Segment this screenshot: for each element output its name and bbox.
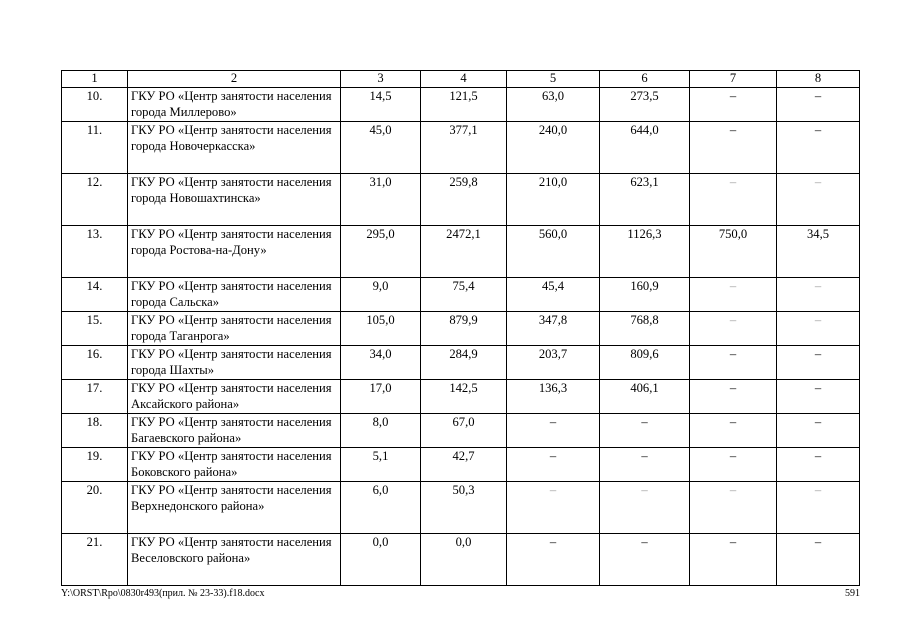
table-row: [62, 482, 860, 534]
value-cell-col-5: –: [507, 448, 600, 482]
value-cell-col-5: –: [507, 534, 600, 586]
value-cell-col-3: 17,0: [341, 380, 421, 414]
table-row: [62, 88, 860, 122]
value-cell-col-8: –: [777, 122, 860, 174]
value-cell-col-7: –: [690, 278, 777, 312]
value-cell-col-6: 623,1: [600, 174, 690, 226]
value-cell-col-7: –: [690, 174, 777, 226]
footer-file-path: Y:\ORST\Rpo\0830r493(прил. № 23-33).f18.docx: [61, 588, 265, 599]
value-cell-col-7: –: [690, 312, 777, 346]
value-cell-col-3: 295,0: [341, 226, 421, 278]
value-cell-col-5: 240,0: [507, 122, 600, 174]
value-cell-col-8: 34,5: [777, 226, 860, 278]
table-row: [62, 346, 860, 380]
column-header: 3: [341, 71, 421, 88]
table-row: [62, 534, 860, 586]
value-cell-col-5: 347,8: [507, 312, 600, 346]
value-cell-col-3: 8,0: [341, 414, 421, 448]
column-header: 8: [777, 71, 860, 88]
value-cell-col-3: 105,0: [341, 312, 421, 346]
value-cell-col-3: 45,0: [341, 122, 421, 174]
organization-name: ГКУ РО «Центр занятости населения города Шахты»: [128, 346, 341, 380]
value-cell-col-7: –: [690, 414, 777, 448]
table-row: [62, 226, 860, 278]
organization-name: ГКУ РО «Центр занятости населения Боковского района»: [128, 448, 341, 482]
table-row: [62, 122, 860, 174]
value-cell-col-8: –: [777, 88, 860, 122]
value-cell-col-5: 136,3: [507, 380, 600, 414]
value-cell-col-4: 879,9: [421, 312, 507, 346]
value-cell-col-3: 34,0: [341, 346, 421, 380]
value-cell-col-6: –: [600, 414, 690, 448]
value-cell-col-3: 6,0: [341, 482, 421, 534]
value-cell-col-7: –: [690, 448, 777, 482]
value-cell-col-3: 14,5: [341, 88, 421, 122]
column-header: 4: [421, 71, 507, 88]
value-cell-col-7: –: [690, 88, 777, 122]
value-cell-col-6: –: [600, 534, 690, 586]
organization-name: ГКУ РО «Центр занятости населения города Ростова-на-Дону»: [128, 226, 341, 278]
value-cell-col-8: –: [777, 448, 860, 482]
value-cell-col-8: –: [777, 534, 860, 586]
value-cell-col-3: 0,0: [341, 534, 421, 586]
row-number: 20.: [62, 482, 128, 534]
value-cell-col-8: –: [777, 482, 860, 534]
value-cell-col-7: –: [690, 534, 777, 586]
row-number: 12.: [62, 174, 128, 226]
row-number: 15.: [62, 312, 128, 346]
value-cell-col-6: 1126,3: [600, 226, 690, 278]
row-number: 21.: [62, 534, 128, 586]
value-cell-col-3: 9,0: [341, 278, 421, 312]
organization-name: ГКУ РО «Центр занятости населения Багаевского района»: [128, 414, 341, 448]
row-number: 14.: [62, 278, 128, 312]
column-header: 5: [507, 71, 600, 88]
organization-name: ГКУ РО «Центр занятости населения города Новошахтинска»: [128, 174, 341, 226]
value-cell-col-5: 45,4: [507, 278, 600, 312]
organization-name: ГКУ РО «Центр занятости населения Верхнедонского района»: [128, 482, 341, 534]
value-cell-col-4: 142,5: [421, 380, 507, 414]
organization-name: ГКУ РО «Центр занятости населения Аксайского района»: [128, 380, 341, 414]
value-cell-col-4: 75,4: [421, 278, 507, 312]
value-cell-col-6: 406,1: [600, 380, 690, 414]
value-cell-col-4: 121,5: [421, 88, 507, 122]
organization-name: ГКУ РО «Центр занятости населения Веселовского района»: [128, 534, 341, 586]
column-header: 1: [62, 71, 128, 88]
value-cell-col-5: 63,0: [507, 88, 600, 122]
value-cell-col-4: 259,8: [421, 174, 507, 226]
row-number: 10.: [62, 88, 128, 122]
value-cell-col-7: –: [690, 482, 777, 534]
value-cell-col-5: –: [507, 414, 600, 448]
column-header: 2: [128, 71, 341, 88]
organization-name: ГКУ РО «Центр занятости населения города Сальска»: [128, 278, 341, 312]
value-cell-col-6: –: [600, 448, 690, 482]
value-cell-col-7: –: [690, 380, 777, 414]
page-number: 591: [845, 588, 860, 599]
value-cell-col-5: 203,7: [507, 346, 600, 380]
value-cell-col-4: 2472,1: [421, 226, 507, 278]
value-cell-col-4: 284,9: [421, 346, 507, 380]
row-number: 13.: [62, 226, 128, 278]
organization-name: ГКУ РО «Центр занятости населения города Миллерово»: [128, 88, 341, 122]
column-header: 7: [690, 71, 777, 88]
value-cell-col-3: 5,1: [341, 448, 421, 482]
row-number: 19.: [62, 448, 128, 482]
value-cell-col-4: 50,3: [421, 482, 507, 534]
value-cell-col-4: 42,7: [421, 448, 507, 482]
value-cell-col-7: –: [690, 346, 777, 380]
column-header: 6: [600, 71, 690, 88]
organization-name: ГКУ РО «Центр занятости населения города Новочеркасска»: [128, 122, 341, 174]
value-cell-col-8: –: [777, 346, 860, 380]
row-number: 18.: [62, 414, 128, 448]
value-cell-col-8: –: [777, 278, 860, 312]
value-cell-col-5: 210,0: [507, 174, 600, 226]
value-cell-col-8: –: [777, 380, 860, 414]
value-cell-col-8: –: [777, 174, 860, 226]
table-header-row: [62, 71, 860, 88]
value-cell-col-7: –: [690, 122, 777, 174]
value-cell-col-5: 560,0: [507, 226, 600, 278]
table-row: [62, 174, 860, 226]
table-row: [62, 312, 860, 346]
value-cell-col-6: 273,5: [600, 88, 690, 122]
table-row: [62, 448, 860, 482]
value-cell-col-4: 377,1: [421, 122, 507, 174]
value-cell-col-7: 750,0: [690, 226, 777, 278]
value-cell-col-5: –: [507, 482, 600, 534]
value-cell-col-8: –: [777, 312, 860, 346]
value-cell-col-3: 31,0: [341, 174, 421, 226]
row-number: 17.: [62, 380, 128, 414]
value-cell-col-4: 67,0: [421, 414, 507, 448]
value-cell-col-6: 809,6: [600, 346, 690, 380]
data-table: [61, 70, 860, 586]
table-row: [62, 380, 860, 414]
value-cell-col-6: 768,8: [600, 312, 690, 346]
value-cell-col-6: 644,0: [600, 122, 690, 174]
value-cell-col-6: –: [600, 482, 690, 534]
value-cell-col-4: 0,0: [421, 534, 507, 586]
row-number: 16.: [62, 346, 128, 380]
table-row: [62, 414, 860, 448]
organization-name: ГКУ РО «Центр занятости населения города Таганрога»: [128, 312, 341, 346]
row-number: 11.: [62, 122, 128, 174]
value-cell-col-8: –: [777, 414, 860, 448]
table-row: [62, 278, 860, 312]
value-cell-col-6: 160,9: [600, 278, 690, 312]
